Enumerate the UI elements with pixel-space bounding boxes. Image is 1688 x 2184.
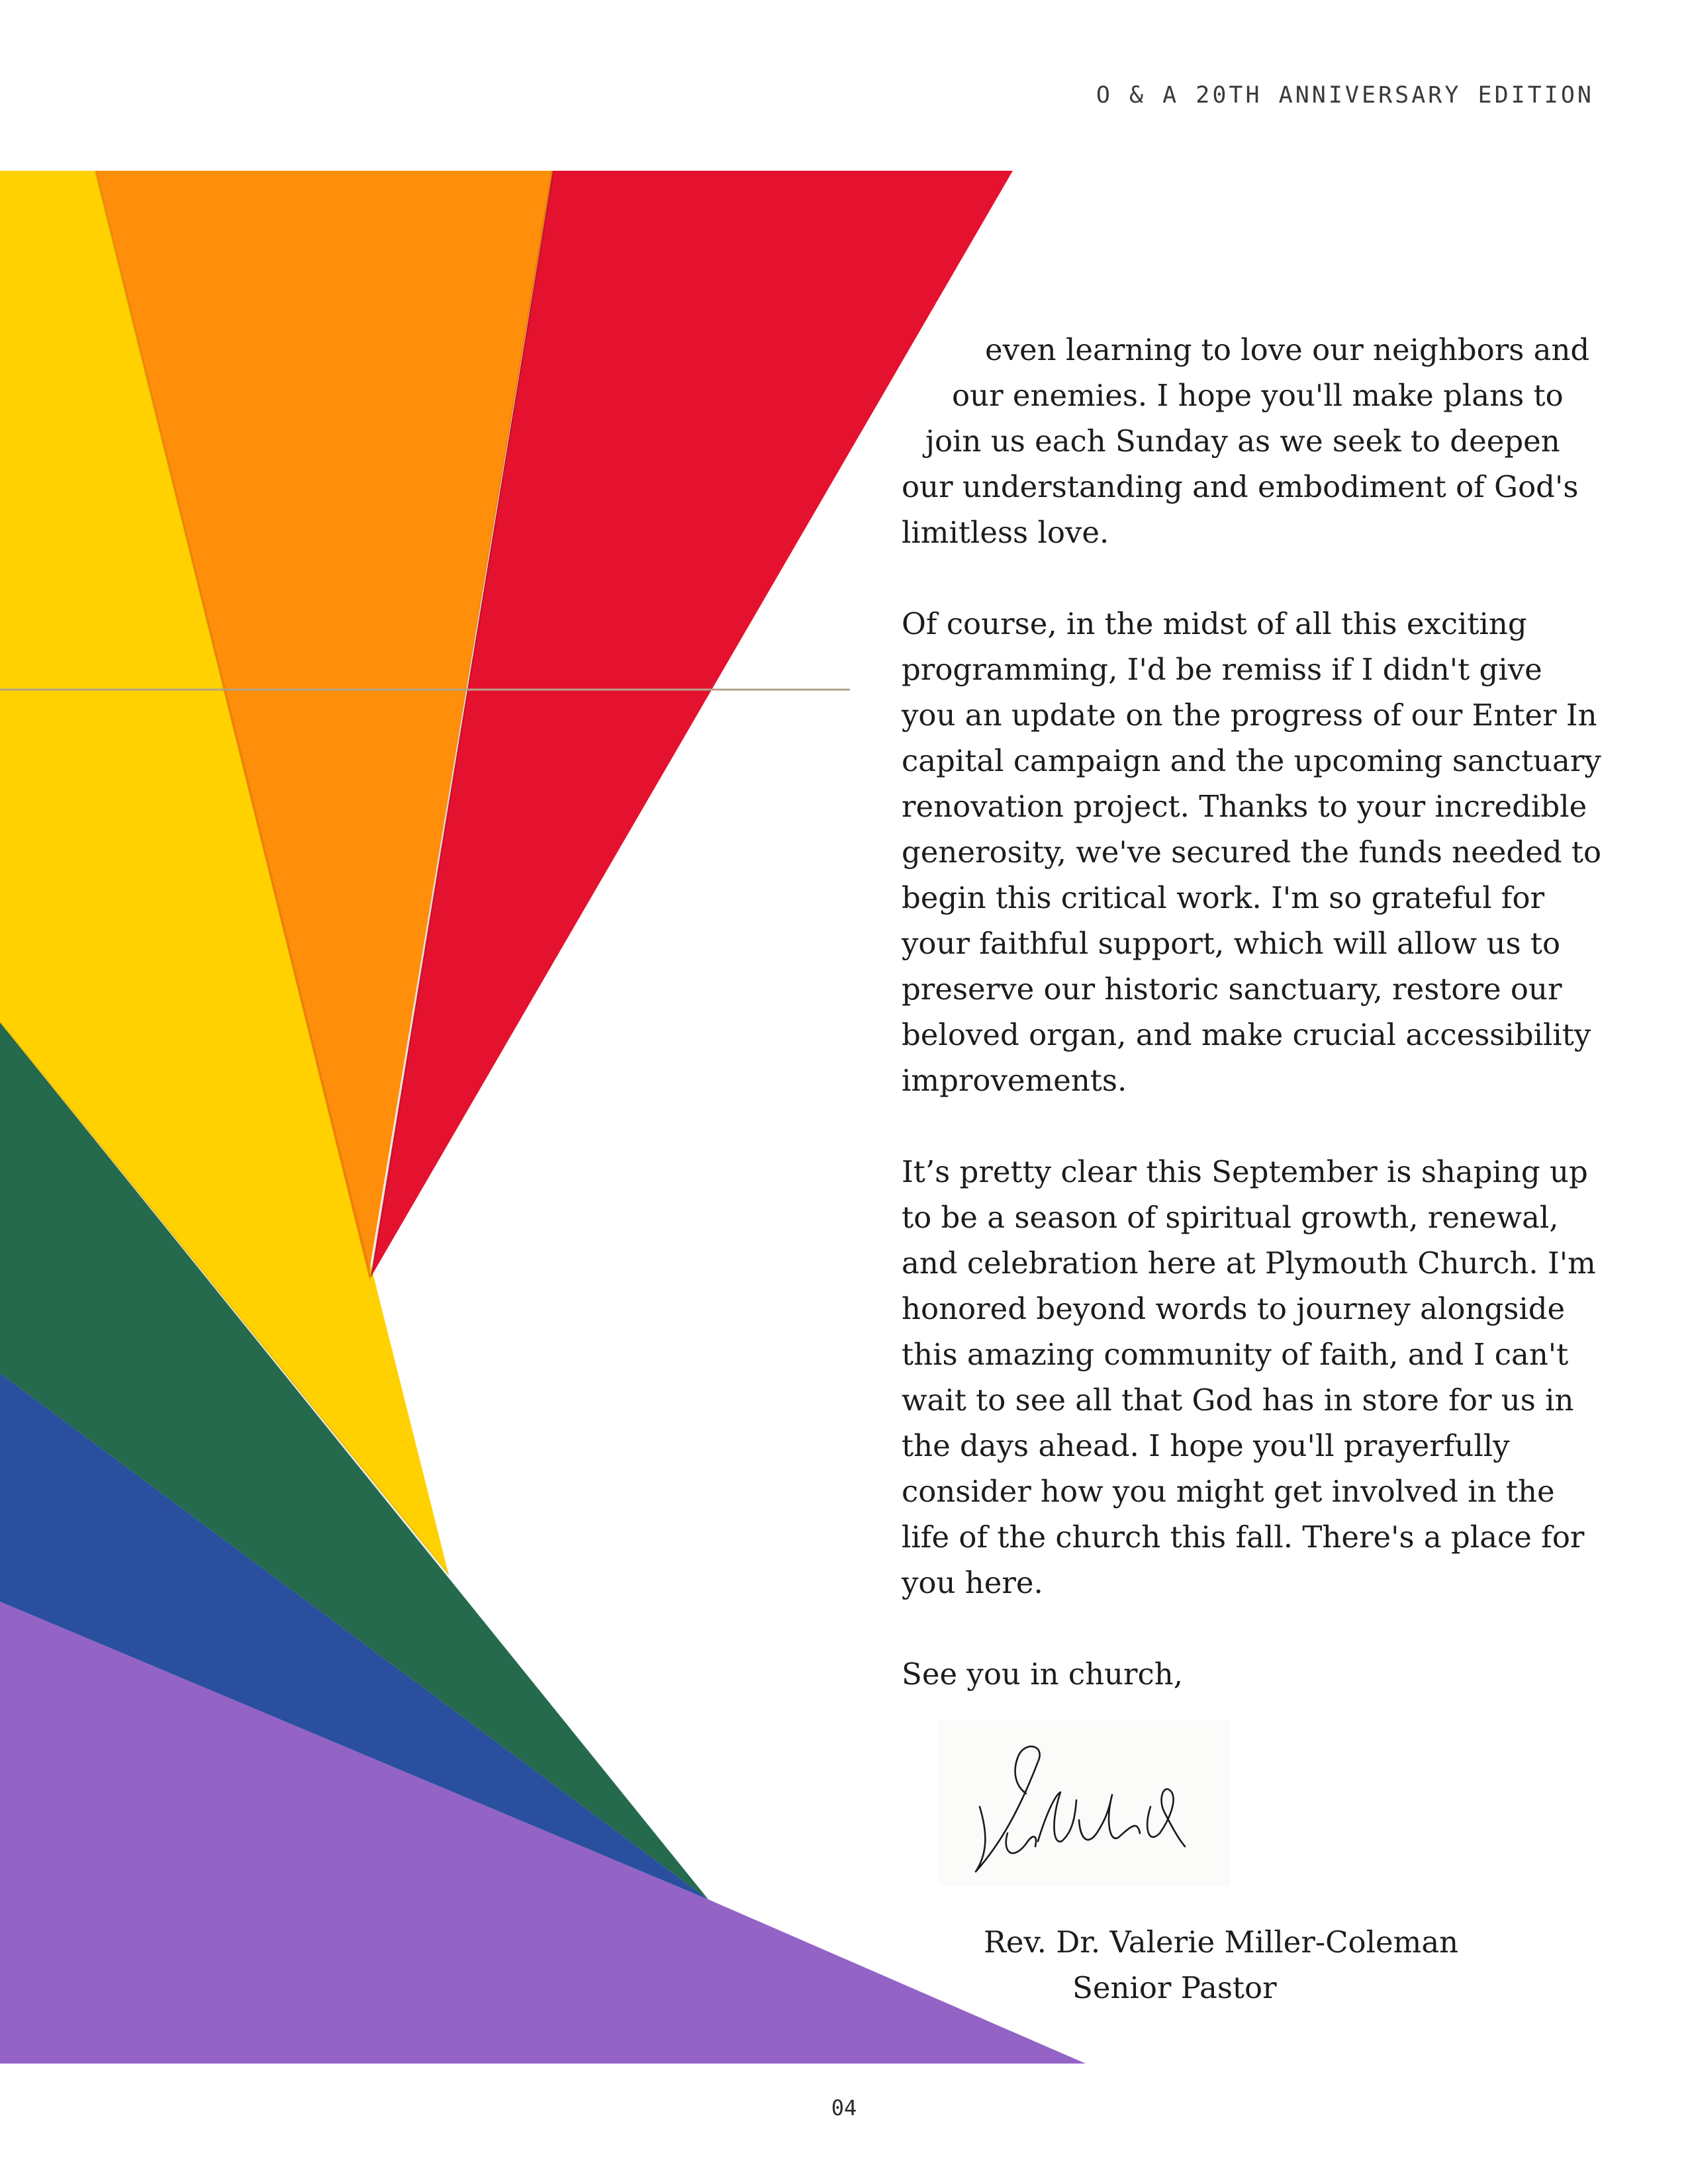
- edition-header: O & A 20TH ANNIVERSARY EDITION: [1096, 82, 1594, 109]
- intro-line-3: join us each Sunday as we seek to deepen: [925, 424, 1560, 459]
- intro-line-4: our understanding and embodiment of God's: [902, 469, 1579, 504]
- intro-line-5: limitless love.: [902, 515, 1109, 550]
- handwritten-signature: [939, 1721, 1230, 1886]
- signer-title: Senior Pastor: [1072, 1970, 1277, 2005]
- page-number: 04: [831, 2095, 857, 2120]
- campaign-paragraph: Of course, in the midst of all this exciting programming, I'd be remiss if I didn't give you an update on the progress of our Enter In capital campaign and the upcoming sanctuary renovation project. Thanks to your incredible generosity, we've secured the funds needed to begin this critical work. I'm so grateful for your faithful support, which will allow us to preserve our historic sanctuary, restore our beloved organ, and make crucial accessibility improvements.: [902, 606, 1602, 1098]
- letter-body: [902, 327, 1603, 1743]
- intro-line-2: our enemies. I hope you'll make plans to: [952, 378, 1564, 413]
- signer-block: [902, 1919, 1603, 2011]
- signer-name: Rev. Dr. Valerie Miller-Coleman: [984, 1925, 1459, 1960]
- intro-paragraph: [902, 327, 1603, 555]
- intro-line-1: even learning to love our neighbors and: [985, 332, 1590, 367]
- closing-line: See you in church,: [902, 1657, 1184, 1692]
- september-paragraph: It’s pretty clear this September is shaping up to be a season of spiritual growth, renewal, and celebration here at Plymouth Church. I'm honored beyond words to journey alongside this amazing community of faith, and I can't wait to see all that God has in store for us in the days ahead. I hope you'll prayerfully consider how you might get involved in the life of the church this fall. There's a place for you here.: [902, 1154, 1596, 1600]
